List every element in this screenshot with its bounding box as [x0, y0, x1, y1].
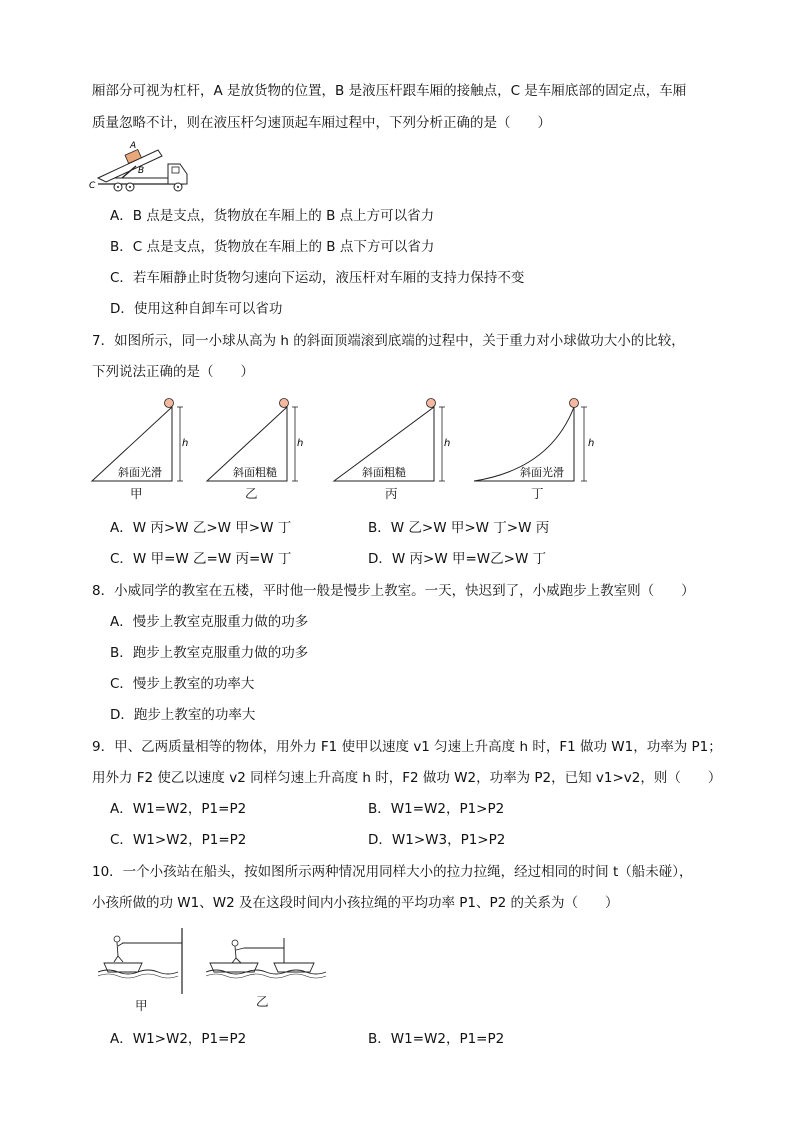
- q9-option-d: D．W1>W3，P1>P2: [368, 832, 506, 848]
- slope-figure-yi: [203, 394, 303, 484]
- boat-figures: [98, 926, 328, 996]
- boat: [274, 963, 314, 972]
- q9-option-c: C．W1>W2，P1=P2: [110, 832, 247, 848]
- caption-ding: 丁: [531, 486, 544, 501]
- ball: [165, 399, 174, 408]
- q9-line2: 用外力 F2 使乙以速度 v2 同样匀速上升高度 h 时，F2 做功 W2，功率为 P2，已知 v1>v2，则（ ）: [92, 770, 722, 786]
- q10-line1: 10．一个小孩站在船头，按如图所示两种情况用同样大小的拉力拉绳，经过相同的时间 t（船未碰），: [92, 864, 693, 880]
- q10-option-a: A．W1>W2，P1=P2: [110, 1031, 247, 1047]
- ball: [280, 399, 289, 408]
- svg-text:h: h: [444, 438, 451, 449]
- surface-label: 斜面光滑: [520, 466, 564, 479]
- label-c: C: [89, 181, 96, 191]
- slope-figure-jia: [88, 394, 188, 484]
- q6-option-c: C．若车厢静止时货物匀速向下运动，液压杆对车厢的支持力保持不变: [110, 270, 525, 286]
- q6-option-a: A．B 点是支点，货物放在车厢上的 B 点上方可以省力: [110, 208, 435, 224]
- q9-line1: 9．甲、乙两质量相等的物体，用外力 F1 使甲以速度 v1 匀速上升高度 h 时，F1 做功 W1，功率为 P1；: [92, 739, 722, 755]
- q6-option-d: D．使用这种自卸车可以省功: [110, 301, 283, 317]
- q8-option-a: A．慢步上教室克服重力做的功多: [110, 614, 309, 630]
- svg-text:h: h: [588, 438, 595, 449]
- caption-q10-jia: 甲: [135, 998, 148, 1013]
- q7-line1: 7．如图所示，同一小球从高为 h 的斜面顶端滚到底端的过程中，关于重力对小球做功大小的比较，: [92, 333, 685, 349]
- q10-option-b: B．W1=W2，P1=P2: [368, 1031, 505, 1047]
- q7-option-d: D．W 丙>W 甲=W乙>W 丁: [368, 551, 547, 567]
- q6-intro-line2: 质量忽略不计，则在液压杆匀速顶起车厢过程中，下列分析正确的是（ ）: [92, 115, 551, 131]
- label-b: B: [138, 166, 145, 176]
- q7-line2: 下列说法正确的是（ ）: [92, 364, 254, 380]
- caption-bing: 丙: [385, 486, 398, 501]
- q6-option-b: B．C 点是支点，货物放在车厢上的 B 点下方可以省力: [110, 239, 435, 255]
- svg-text:h: h: [182, 438, 188, 449]
- q7-option-a: A．W 丙>W 乙>W 甲>W 丁: [110, 520, 292, 536]
- q8-line1: 8．小威同学的教室在五楼，平时他一般是慢步上教室。一天，快迟到了，小威跑步上教室则（ ）: [92, 583, 695, 599]
- caption-q10-yi: 乙: [256, 994, 269, 1009]
- q8-option-c: C．慢步上教室的功率大: [110, 676, 255, 692]
- slope-figure-bing: [330, 394, 470, 484]
- q7-option-b: B．W 乙>W 甲>W 丁>W 丙: [368, 520, 550, 536]
- ball: [427, 399, 436, 408]
- q8-option-b: B．跑步上教室克服重力做的功多: [110, 645, 309, 661]
- label-a: A: [130, 141, 137, 151]
- q9-option-a: A．W1=W2，P1=P2: [110, 801, 247, 817]
- dump-truck-figure: [88, 138, 198, 196]
- ball: [570, 399, 579, 408]
- q9-option-b: B．W1=W2，P1>P2: [368, 801, 505, 817]
- q8-option-d: D．跑步上教室的功率大: [110, 707, 256, 723]
- boat: [104, 963, 142, 972]
- q7-option-c: C．W 甲=W 乙=W 丙=W 丁: [110, 551, 292, 567]
- caption-yi: 乙: [245, 486, 258, 501]
- q10-line2: 小孩所做的功 W1、W2 及在这段时间内小孩拉绳的平均功率 P1、P2 的关系为（ ）: [92, 895, 619, 911]
- surface-label: 斜面粗糙: [362, 466, 406, 479]
- svg-text:h: h: [297, 438, 303, 449]
- caption-jia: 甲: [130, 486, 143, 501]
- slope-figure-ding: [470, 394, 610, 484]
- surface-label: 斜面光滑: [118, 466, 162, 479]
- q6-intro-line1: 厢部分可视为杠杆，A 是放货物的位置，B 是液压杆跟车厢的接触点，C 是车厢底部的固定点，车厢: [92, 83, 687, 99]
- surface-label: 斜面粗糙: [233, 466, 277, 479]
